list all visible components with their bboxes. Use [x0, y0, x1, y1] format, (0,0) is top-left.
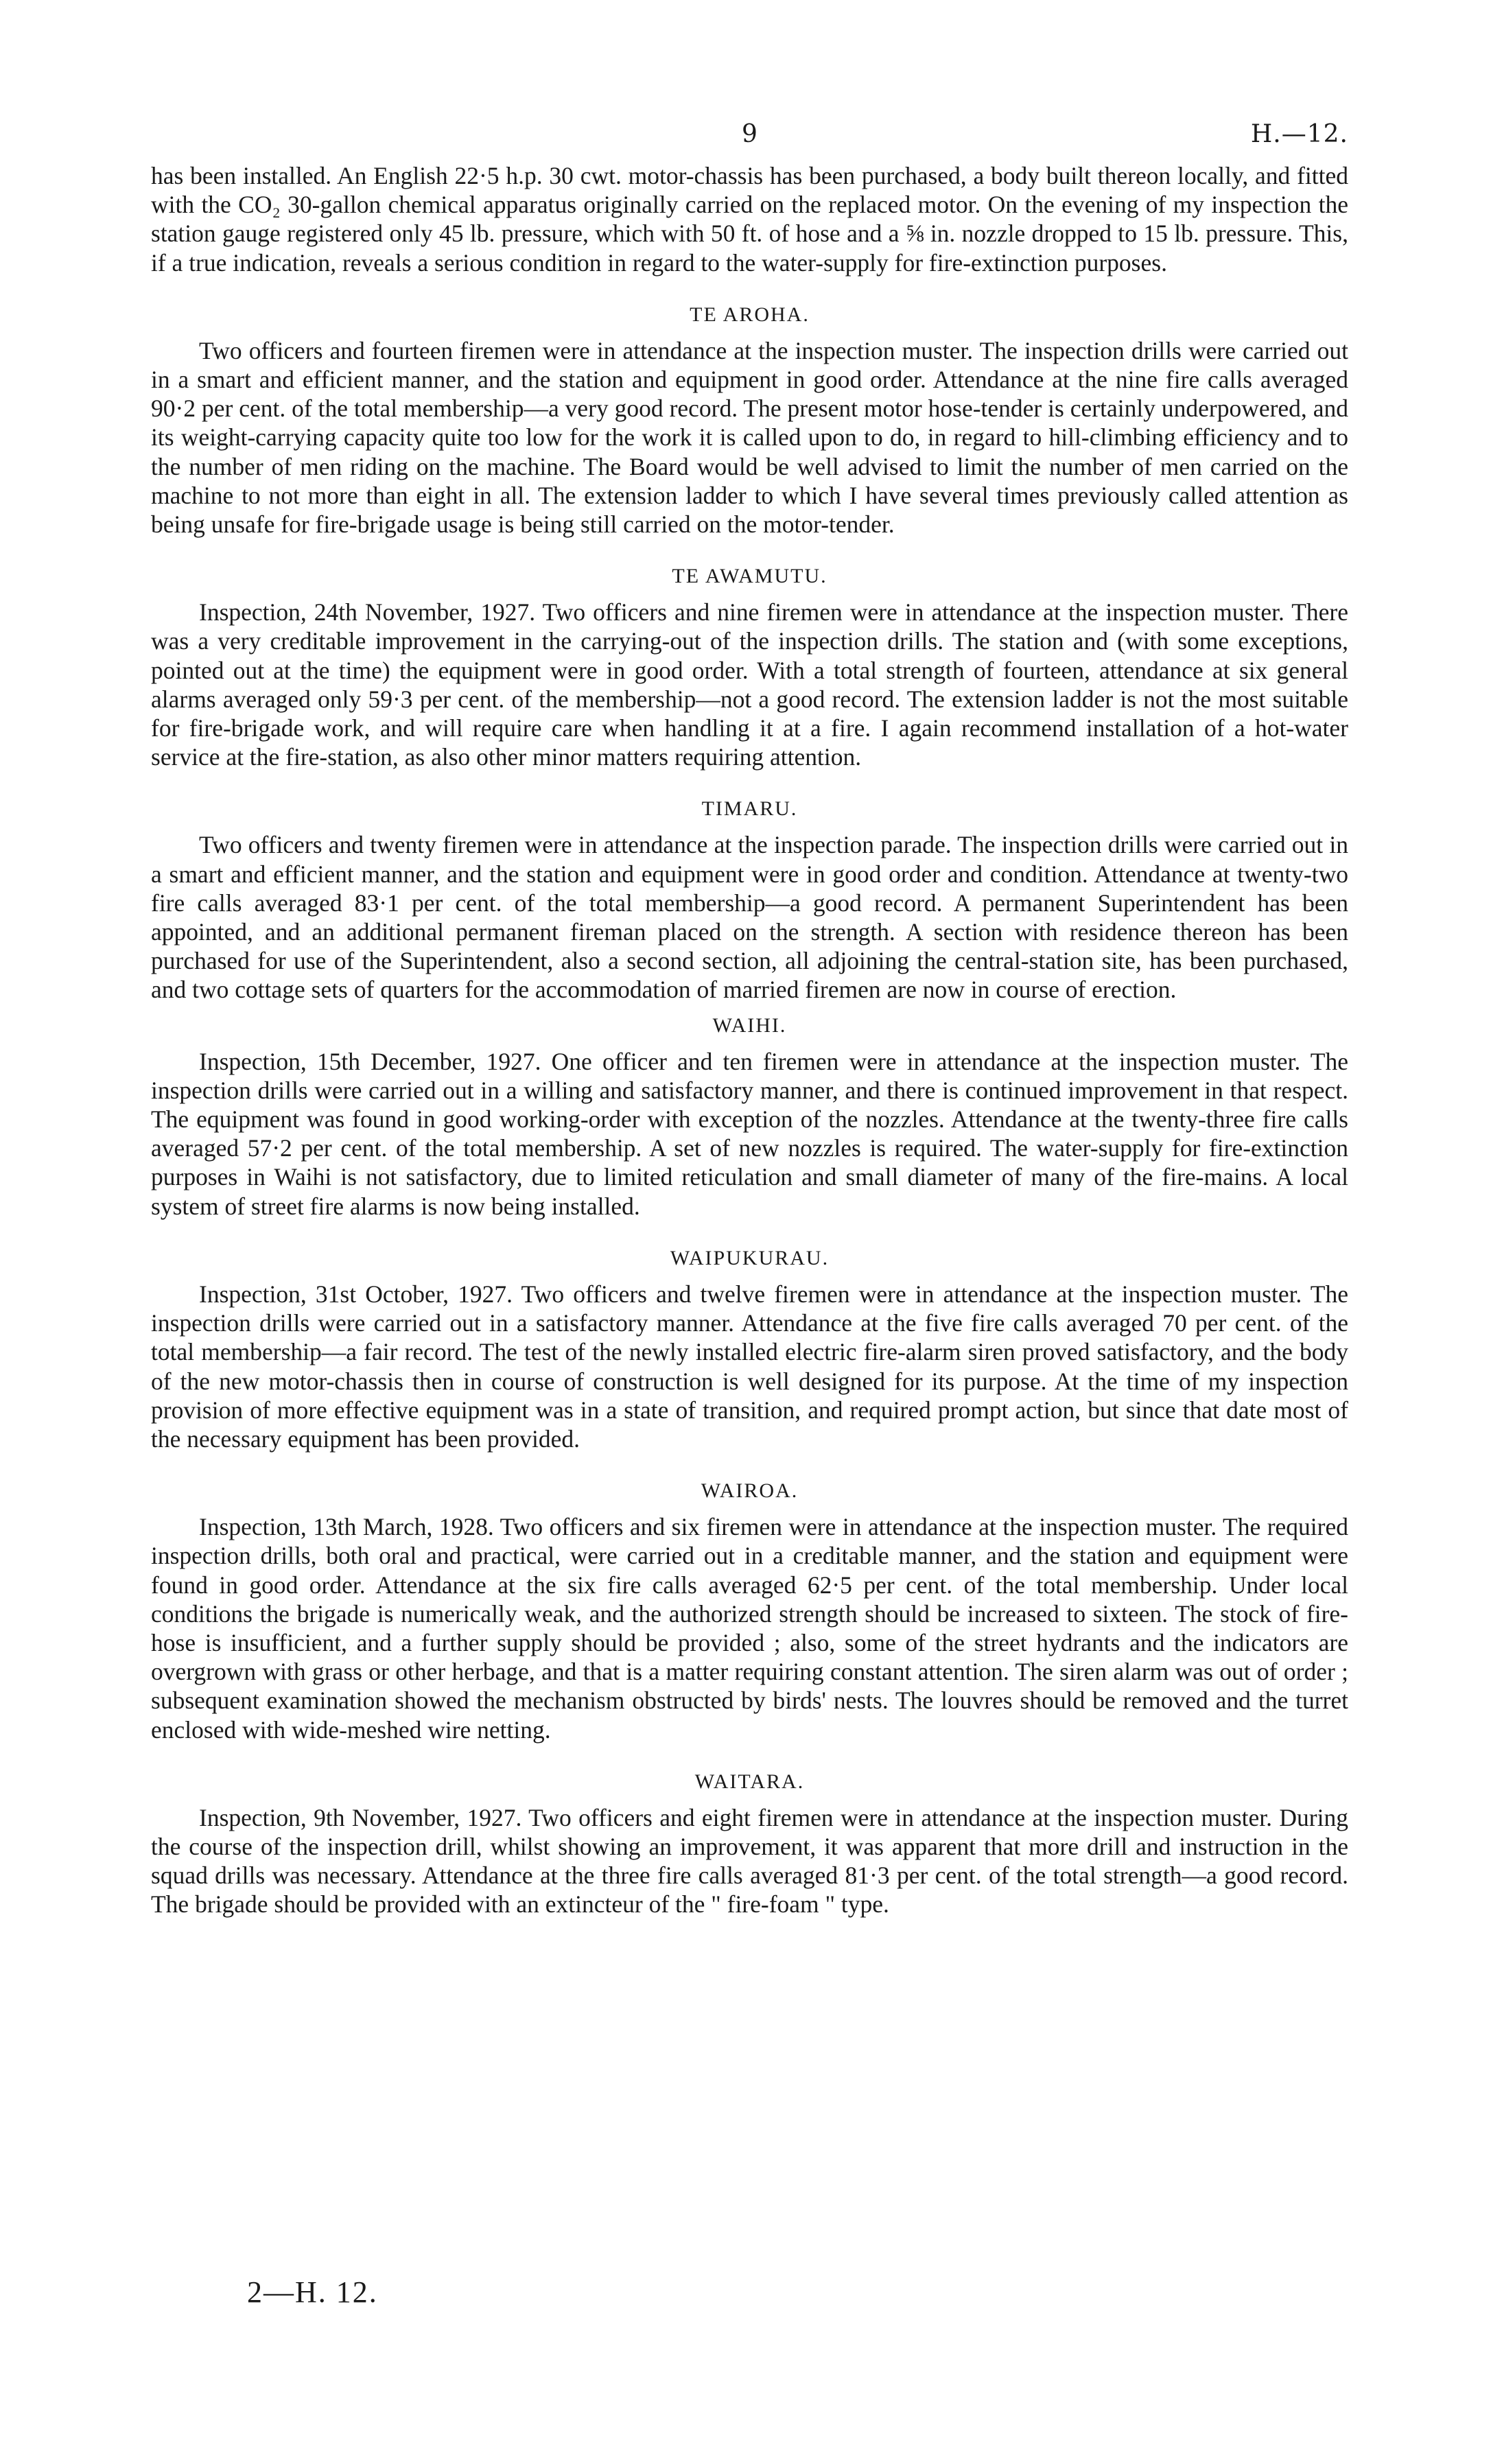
- section-heading-waipukurau: WAIPUKURAU.: [670, 1246, 830, 1269]
- intro-paragraph: has been installed. An English 22·5 h.p. 30 cwt. motor-chassis has been purchased, a body built thereon locally, and fitted with the CO₂ 30-gallon chemical apparatus originally carried on the replaced motor. On the evening of my inspection the station gauge registered only 45 lb. pressure, which with 50 ft. of hose and a ⅝ in. nozzle dropped to 15 lb. pressure. This, if a true indication, reveals a serious condition in regard to the water-supply for fire-extinction purposes.: [151, 162, 1348, 277]
- section-text-timaru: Two officers and twenty firemen were in attendance at the inspection parade. The inspection drills were carried out in a smart and efficient manner, and the station and equipment were in good order and condition. Attendance at twenty-two fire calls averaged 83·1 per cent. of the total membership—a good record. A permanent Superintendent has been appointed, and an additional permanent fireman placed on the strength. A section with residence thereon has been purchased for use of the Superintendent, also a second section, all adjoining the central-station site, has been purchased, and two cottage sets of quarters for the accommodation of married firemen are now in course of erection.: [151, 831, 1348, 1004]
- signature-code: 2—H. 12.: [247, 2275, 378, 2309]
- document-page: [151, 113, 1348, 1919]
- section-text-waitara: Inspection, 9th November, 1927. Two officers and eight firemen were in attendance at the inspection muster. During the course of the inspection drill, whilst showing an improvement, it was apparent that more drill and instruction in the squad drills was necessary. Attendance at the three fire calls averaged 81·3 per cent. of the total strength—a good record. The brigade should be provided with an extincteur of the " fire-foam " type.: [151, 1803, 1348, 1919]
- page-header: [151, 113, 1348, 161]
- section-heading-te-aroha: TE AROHA.: [690, 303, 810, 326]
- section-heading-timaru: TIMARU.: [701, 797, 798, 821]
- section-text-te-aroha: Two officers and fourteen firemen were in attendance at the inspection muster. The inspection drills were carried out in a smart and efficient manner, and the station and equipment in good order. Attendance at the nine fire calls averaged 90·2 per cent. of the total membership—a very good record. The present motor hose-tender is certainly underpowered, and its weight-carrying capacity quite too low for the work it is called upon to do, in regard to hill-climbing efficiency and to the number of men riding on the machine. The Board would be well advised to limit the number of men carried on the machine to not more than eight in all. The extension ladder to which I have several times previously called attention as being unsafe for fire-brigade usage is being still carried on the motor-tender.: [151, 336, 1348, 539]
- page-number: 9: [742, 120, 758, 148]
- section-heading-te-awamutu: TE AWAMUTU.: [672, 565, 827, 588]
- section-heading-wairoa: WAIROA.: [701, 1479, 799, 1503]
- section-text-waihi: Inspection, 15th December, 1927. One officer and ten firemen were in attendance at the inspection muster. The inspection drills were carried out in a willing and satisfactory manner, and there is continued improvement in that respect. The equipment was found in good working-order with exception of the nozzles. Attendance at the twenty-three fire calls averaged 57·2 per cent. of the total membership. A set of new nozzles is required. The water-supply for fire-extinction purposes in Waihi is not satisfactory, due to limited reticulation and small diameter of many of the fire-mains. A local system of street fire alarms is now being installed.: [151, 1047, 1348, 1220]
- section-heading-waitara: WAITARA.: [694, 1770, 805, 1793]
- report-code: H.—12.: [1250, 120, 1348, 148]
- section-text-te-awamutu: Inspection, 24th November, 1927. Two officers and nine firemen were in attendance at the inspection muster. There was a very creditable improvement in the carrying-out of the inspection drills. The station and (with some exceptions, pointed out at the time) the equipment were in good order. With a total strength of fourteen, attendance at six general alarms averaged only 59·3 per cent. of the membership—not a good record. The extension ladder is not the most suitable for fire-brigade work, and will require care when handling it at a fire. I again recommend installation of a hot-water service at the fire-station, as also other minor matters requiring attention.: [151, 598, 1348, 771]
- section-heading-waihi: WAIHI.: [712, 1013, 787, 1037]
- section-text-waipukurau: Inspection, 31st October, 1927. Two officers and twelve firemen were in attendance at the inspection muster. The inspection drills were carried out in a satisfactory manner. Attendance at the five fire calls averaged 70 per cent. of the total membership—a fair record. The test of the newly installed electric fire-alarm siren proved satisfactory, and the body of the new motor-chassis then in course of construction is well designed for its purpose. At the time of my inspection provision of more effective equipment was in a state of transition, and required prompt action, but since that date most of the necessary equipment has been provided.: [151, 1280, 1348, 1453]
- section-text-wairoa: Inspection, 13th March, 1928. Two officers and six firemen were in attendance at the inspection muster. The required inspection drills, both oral and practical, were carried out in a creditable manner, and the station and equipment were found in good order. Attendance at the six fire calls averaged 62·5 per cent. of the total membership. Under local conditions the brigade is numerically weak, and the authorized strength should be increased to sixteen. The stock of fire-hose is insufficient, and a further supply should be provided ; also, some of the street hydrants and the indicators are overgrown with grass or other herbage, and that is a matter requiring constant attention. The siren alarm was out of order ; subsequent examination showed the mechanism obstructed by birds' nests. The louvres should be removed and the turret enclosed with wide-meshed wire netting.: [151, 1513, 1348, 1744]
